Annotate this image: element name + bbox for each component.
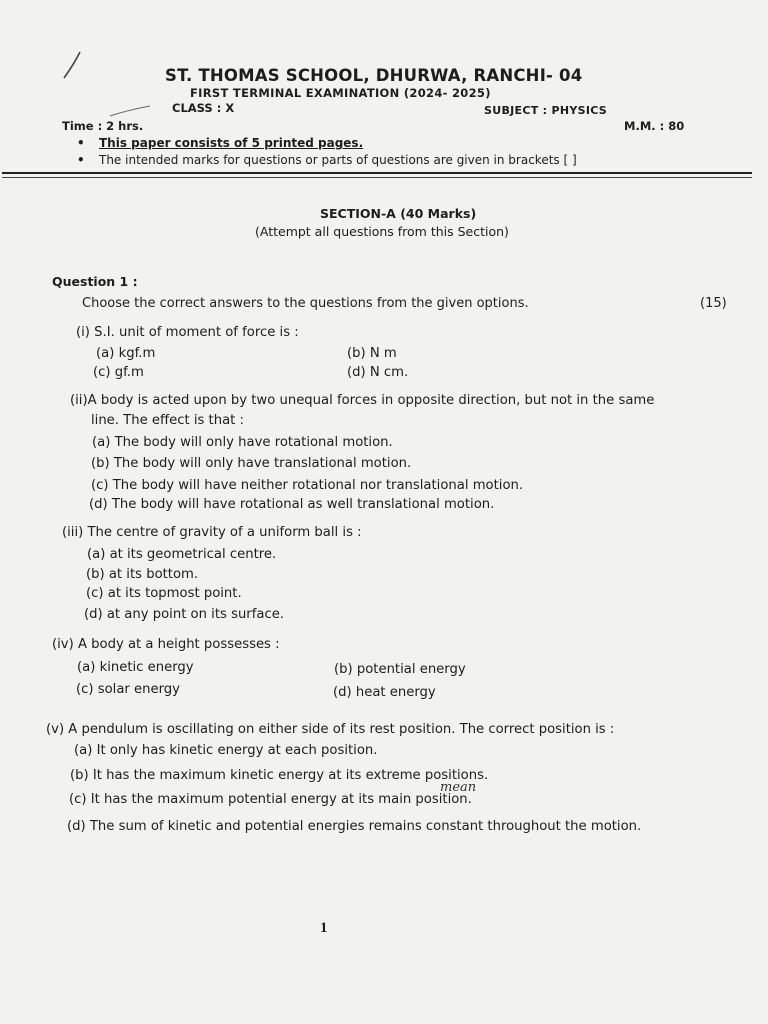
section-title: SECTION-A (40 Marks) [320, 206, 477, 221]
note-text: This paper consists of 5 printed pages. [99, 136, 364, 150]
bullet-icon: • [77, 136, 85, 150]
part-v-option-a: (a) It only has kinetic energy at each position. [74, 743, 378, 758]
subject-label: SUBJECT : PHYSICS [484, 104, 608, 117]
pen-stroke-mark [108, 104, 152, 118]
part-iv-option-b: (b) potential energy [334, 662, 466, 677]
note-marks [77, 153, 577, 167]
header-divider [2, 172, 752, 174]
class-label: CLASS : X [172, 101, 235, 115]
max-marks-label: M.M. : 80 [624, 119, 685, 133]
part-iii-stem: (iii) The centre of gravity of a uniform ball is : [62, 525, 362, 540]
exam-title: FIRST TERMINAL EXAMINATION (2024- 2025) [190, 86, 491, 100]
part-v-stem: (v) A pendulum is oscillating on either side of its rest position. The correct position is : [46, 722, 615, 737]
part-i-option-c: (c) gf.m [93, 365, 144, 380]
part-i-stem: (i) S.I. unit of moment of force is : [76, 325, 299, 340]
part-v-option-b: (b) It has the maximum kinetic energy at its extreme positions. [70, 768, 489, 783]
part-ii-option-c: (c) The body will have neither rotational nor translational motion. [91, 478, 524, 493]
note-text: The intended marks for questions or parts of questions are given in brackets [ ] [99, 153, 577, 167]
part-iv-stem: (iv) A body at a height possesses : [52, 637, 280, 652]
question-instruction: Choose the correct answers to the questions from the given options. [82, 296, 529, 311]
part-iii-option-b: (b) at its bottom. [86, 567, 199, 582]
school-name: ST. THOMAS SCHOOL, DHURWA, RANCHI- 04 [165, 66, 583, 85]
part-iv-option-a: (a) kinetic energy [77, 660, 194, 675]
time-label: Time : 2 hrs. [62, 119, 144, 133]
part-iv-option-c: (c) solar energy [76, 682, 180, 697]
part-i-option-a: (a) kgf.m [96, 346, 156, 361]
part-i-option-b: (b) N m [347, 346, 397, 361]
part-ii-option-b: (b) The body will only have translational motion. [91, 456, 412, 471]
question-marks: (15) [700, 296, 727, 311]
handwritten-correction: mean [440, 780, 477, 795]
question-label: Question 1 : [52, 274, 138, 289]
section-instruction: (Attempt all questions from this Section) [255, 224, 509, 239]
note-pages [77, 136, 364, 150]
bullet-icon: • [77, 153, 85, 167]
part-iii-option-a: (a) at its geometrical centre. [87, 547, 277, 562]
part-iii-option-c: (c) at its topmost point. [86, 586, 242, 601]
part-v-option-c: (c) It has the maximum potential energy at its main position. [69, 792, 472, 807]
page-number: 1 [320, 920, 328, 936]
pen-stroke-mark [58, 50, 88, 82]
header-divider [2, 177, 752, 178]
part-iv-option-d: (d) heat energy [333, 685, 436, 700]
part-v-option-d: (d) The sum of kinetic and potential energies remains constant throughout the motion. [67, 819, 642, 834]
part-ii-option-d: (d) The body will have rotational as well translational motion. [89, 497, 495, 512]
part-iii-option-d: (d) at any point on its surface. [84, 607, 285, 622]
part-ii-stem-line2: line. The effect is that : [91, 413, 244, 428]
part-ii-option-a: (a) The body will only have rotational motion. [92, 435, 393, 450]
part-i-option-d: (d) N cm. [347, 365, 409, 380]
part-ii-stem-line1: (ii)A body is acted upon by two unequal forces in opposite direction, but not in the same [70, 393, 655, 408]
